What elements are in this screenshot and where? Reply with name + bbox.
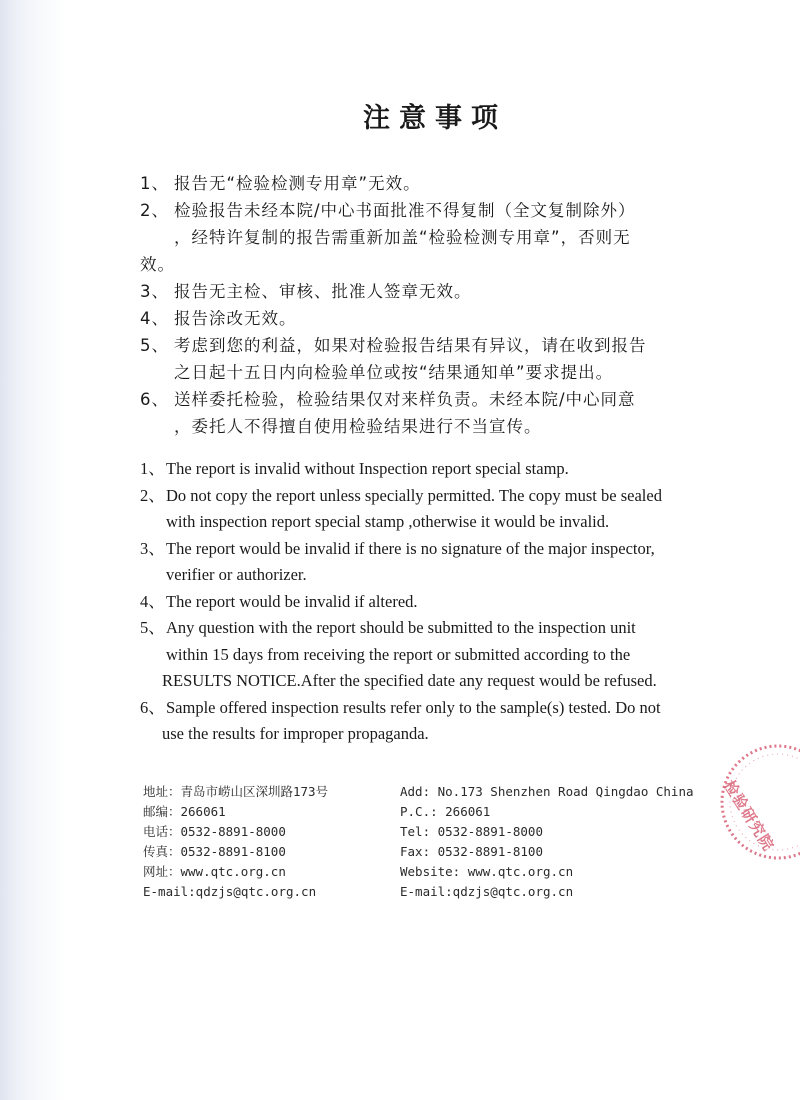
item-text: use the results for improper propaganda. xyxy=(162,724,429,743)
english-notice-list xyxy=(140,456,740,748)
item-text: 报告无主检、审核、批准人签章无效。 xyxy=(174,282,472,301)
item-text: with inspection report special stamp ,otherwise it would be invalid. xyxy=(166,512,610,531)
en-notice-item xyxy=(140,456,740,483)
cn-notice-item xyxy=(140,332,730,386)
en-notice-item xyxy=(140,589,740,616)
item-number: 6、 xyxy=(140,697,165,717)
en-notice-item xyxy=(140,536,740,589)
item-text: The report is invalid without Inspection report special stamp. xyxy=(166,459,569,478)
item-number: 3、 xyxy=(140,282,169,301)
chinese-notice-list xyxy=(140,170,730,440)
cn-notice-item xyxy=(140,170,730,197)
contact-fax: 传真：0532-8891-8100 xyxy=(143,844,286,859)
item-number: 2、 xyxy=(140,201,169,220)
contact-postcode: P.C.: 266061 xyxy=(400,804,491,819)
item-text: 之日起十五日内向检验单位或按“结果通知单”要求提出。 xyxy=(174,363,614,382)
item-number: 2、 xyxy=(140,485,165,505)
contact-address: 地址：青岛市崂山区深圳路173号 xyxy=(143,784,329,799)
cn-notice-item xyxy=(140,278,730,305)
item-text: within 15 days from receiving the report or submitted according to the xyxy=(166,644,631,664)
contact-phone: 电话：0532-8891-8000 xyxy=(143,824,286,839)
item-text: Do not copy the report unless specially permitted. The copy must be sealed xyxy=(166,485,662,505)
page-title: 注意事项 xyxy=(363,103,507,134)
contact-phone: Tel: 0532-8891-8000 xyxy=(400,824,543,839)
item-text: 报告无“检验检测专用章”无效。 xyxy=(174,174,421,193)
contact-address: Add: No.173 Shenzhen Road Qingdao China xyxy=(400,784,694,799)
item-text: Any question with the report should be submitted to the inspection unit xyxy=(166,618,636,637)
item-text: Sample offered inspection results refer only to the sample(s) tested. Do not xyxy=(166,697,661,717)
cn-notice-item xyxy=(140,386,730,440)
item-number: 6、 xyxy=(140,390,169,409)
en-notice-item xyxy=(140,695,740,748)
contact-website: Website: www.qtc.org.cn xyxy=(400,864,574,879)
contact-info-english xyxy=(400,782,694,902)
item-text: 检验报告未经本院/中心书面批准不得复制（全文复制除外） xyxy=(174,201,636,220)
item-text: ，委托人不得擅自使用检验结果进行不当宣传。 xyxy=(174,417,542,436)
scan-edge-shadow xyxy=(0,0,66,1100)
item-text: 报告涂改无效。 xyxy=(174,309,297,328)
item-text: RESULTS NOTICE.After the specified date any request would be refused. xyxy=(162,671,657,690)
item-text: 送样委托检验，检验结果仅对来样负责。未经本院/中心同意 xyxy=(174,390,636,409)
item-text: 考虑到您的利益，如果对检验报告结果有异议，请在收到报告 xyxy=(174,336,647,355)
item-number: 4、 xyxy=(140,309,169,328)
item-number: 1、 xyxy=(140,459,165,478)
item-number: 4、 xyxy=(140,591,165,611)
seal-stamp-text: 检验研究院 xyxy=(720,777,778,855)
contact-fax: Fax: 0532-8891-8100 xyxy=(400,844,543,859)
item-text: The report would be invalid if altered. xyxy=(166,591,418,611)
contact-website: 网址：www.qtc.org.cn xyxy=(143,864,286,879)
contact-postcode: 邮编：266061 xyxy=(143,804,226,819)
en-notice-item xyxy=(140,615,740,695)
contact-email: E-mail:qdzjs@qtc.org.cn xyxy=(143,884,317,899)
cn-notice-item xyxy=(140,197,730,278)
item-text: The report would be invalid if there is no signature of the major inspector, xyxy=(166,538,655,558)
en-notice-item xyxy=(140,483,740,536)
item-number: 1、 xyxy=(140,174,169,193)
item-text: ，经特许复制的报告需重新加盖“检验检测专用章”，否则无 xyxy=(174,228,631,247)
item-number: 5、 xyxy=(140,336,169,355)
item-text: verifier or authorizer. xyxy=(166,565,307,584)
contact-info-chinese xyxy=(143,782,328,902)
item-number: 5、 xyxy=(140,618,165,637)
item-text: 效。 xyxy=(140,255,175,274)
cn-notice-item xyxy=(140,305,730,332)
item-number: 3、 xyxy=(140,538,165,558)
contact-email: E-mail:qdzjs@qtc.org.cn xyxy=(400,884,574,899)
